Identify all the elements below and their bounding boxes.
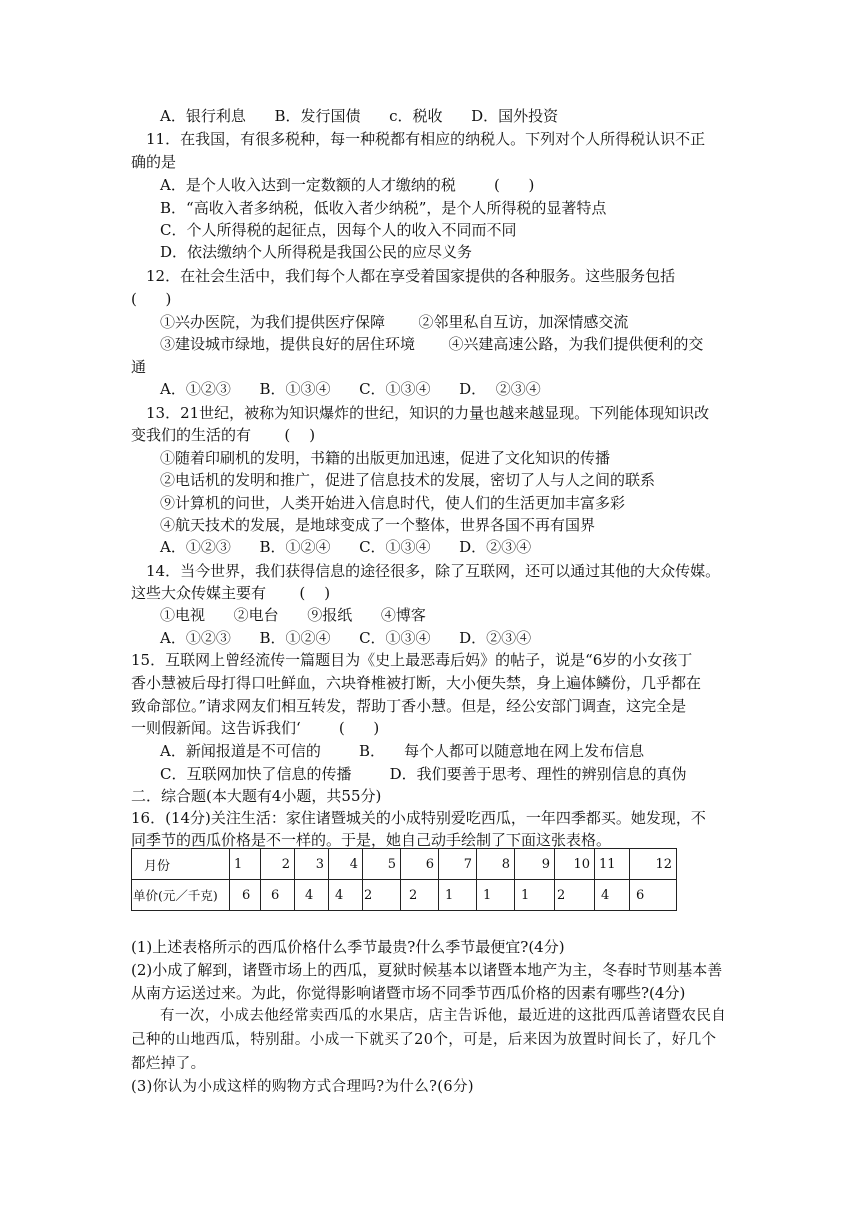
q16-story-line1: 有一次，小成去他经常卖西瓜的水果店，店主告诉他，最近进的这批西瓜善诸暨农民自: [160, 1008, 727, 1024]
table-cell-price: 1: [515, 880, 555, 911]
q12-statement-line2: ③建设城市绿地，提供良好的居住环境 ④兴建高速公路，为我们提供便利的交: [160, 335, 704, 353]
q16-stem-line1: 16．(14分)关注生活：家住诸暨城关的小成特别爱吃西瓜，一年四季都买。她发现，不: [131, 809, 706, 827]
q12-statement-line1: ①兴办医院，为我们提供医疗保障 ②邻里私自互访，加深情感交流: [160, 313, 629, 331]
q13-statement-3: ⑨计算机的问世，人类开始进入信息时代，使人们的生活更加丰富多彩: [160, 494, 626, 512]
q14-choices: A．①②③ B．①②④ C．①③④ D．②③④: [160, 629, 532, 647]
table-cell-month: 10: [555, 849, 595, 880]
table-cell-month: 7: [439, 849, 477, 880]
q15-options-ab: A．新闻报道是不可信的 B． 每个人都可以随意地在网上发布信息: [160, 742, 645, 760]
q16-part1: (1)上述表格所示的西瓜价格什么季节最贵?什么季节最便宜?(4分): [131, 938, 565, 956]
table-cell-price: 2: [555, 880, 595, 911]
q16-stem-line2: 同季节的西瓜价格是不一样的。于是，她自己动手绘制了下面这张表格。: [131, 831, 612, 849]
q14-stem-line1: 14．当今世界，我们获得信息的途径很多，除了互联网，还可以通过其他的大众传媒。: [146, 562, 721, 580]
table-header-unit-price: 单价(元／千克): [132, 880, 230, 911]
table-cell-price: 4: [329, 880, 363, 911]
q12-choices: A．①②③ B．①③④ C．①③④ D． ②③④: [160, 380, 541, 398]
q12-statement-line3: 通: [131, 358, 147, 376]
table-cell-price: 6: [630, 880, 677, 911]
table-cell-price: 2: [401, 880, 439, 911]
table-cell-price: 1: [439, 880, 477, 911]
table-cell-price: 6: [230, 880, 261, 911]
q16-part3: (3)你认为小成这样的购物方式合理吗?为什么?(6分): [131, 1079, 474, 1095]
q13-statement-4: ④航天技术的发展，是地球变成了一个整体，世界各国不再有国界: [160, 516, 596, 534]
q16-part2-line2: 从南方运送过来。为此，你觉得影响诸暨市场不同季节西瓜价格的因素有哪些?(4分): [131, 984, 686, 1002]
table-cell-month: 9: [515, 849, 555, 880]
q14-stem-line2: 这些大众传媒主要有 ( ): [131, 584, 331, 602]
q16-story-line3: 都烂掉了。: [131, 1056, 206, 1072]
table-header-month: 月份: [132, 849, 230, 880]
q12-stem-line2: ( ): [131, 290, 172, 308]
q15-stem-line4: 一则假新闻。这告诉我们‘ ( ): [131, 719, 380, 737]
q15-stem-line3: 致命部位。”请求网友们相互转发，帮助丁香小慧。但是，经公安部门调查，这完全是: [131, 697, 687, 715]
q12-stem-line1: 12．在社会生活中，我们每个人都在享受着国家提供的各种服务。这些服务包括: [146, 267, 676, 285]
table-cell-price: 1: [477, 880, 515, 911]
q16-part2-line1: (2)小成了解到，诸暨市场上的西瓜，夏狱时候基本以诸暨本地产为主，冬春时节则基本善: [131, 961, 723, 979]
table-cell-price: 4: [595, 880, 630, 911]
q14-media-options: ①电视 ②电台 ⑨报纸 ④博客: [160, 606, 426, 624]
q13-stem-line1: 13．21世纪，被称为知识爆炸的世纪，知识的力量也越来越显现。下列能体现知识改: [146, 404, 710, 422]
q13-stem-line2: 变我们的生活的有 ( ): [131, 426, 316, 444]
q11-option-a: A．是个人收入达到一定数额的人才缴纳的税 ( ): [160, 176, 535, 194]
table-cell-month: 3: [295, 849, 329, 880]
table-cell-month: 8: [477, 849, 515, 880]
table-cell-month: 12: [630, 849, 677, 880]
q13-statement-2: ②电话机的发明和推广，促进了信息技术的发展，密切了人与人之间的联系: [160, 471, 656, 489]
table-cell-price: 2: [363, 880, 401, 911]
q13-statement-1: ①随着印刷机的发明，书籍的出版更加迅速，促进了文化知识的传播: [160, 449, 611, 467]
table-cell-month: 6: [401, 849, 439, 880]
q13-choices: A．①②③ B．①②④ C．①③④ D．②③④: [160, 538, 532, 556]
watermelon-price-table: [131, 848, 677, 911]
table-cell-price: 4: [295, 880, 329, 911]
q15-stem-line1: 15．互联网上曾经流传一篇题目为《史上最恶毒后妈》的帖子，说是“6岁的小女孩丁: [131, 651, 693, 669]
q15-options-cd: C．互联网加快了信息的传播 D．我们要善于思考、理性的辨别信息的真伪: [160, 765, 687, 783]
section-2-heading: 二．综合题(本大题有4小题，共55分): [131, 787, 382, 805]
q11-option-b: B．“高收入者多纳税，低收入者少纳税”，是个人所得税的显著特点: [160, 199, 607, 217]
table-cell-month: 5: [363, 849, 401, 880]
q10-options: A．银行利息 B．发行国债 c．税收 D．国外投资: [160, 107, 559, 125]
table-cell-month: 1: [230, 849, 261, 880]
table-cell-price: 6: [261, 880, 295, 911]
table-row-prices: [132, 880, 677, 911]
table-cell-month: 11: [595, 849, 630, 880]
q11-option-c: C．个人所得税的起征点，因每个人的收入不同而不同: [160, 221, 517, 239]
q11-stem-line2: 确的是: [131, 153, 177, 171]
q15-stem-line2: 香小慧被后母打得口吐鲜血，六块脊椎被打断，大小便失禁，身上遍体鳞份，几乎都在: [131, 674, 702, 692]
q11-stem-line1: 11．在我国，有很多税种，每一种税都有相应的纳税人。下列对个人所得税认识不正: [146, 130, 706, 148]
q11-option-d: D．依法缴纳个人所得税是我国公民的应尽义务: [160, 243, 473, 261]
table-cell-month: 2: [261, 849, 295, 880]
q16-story-line2: 己种的山地西瓜，特别甜。小成一下就买了20个，可是，后来因为放置时间长了，好几个: [131, 1032, 717, 1048]
table-row-months: [132, 849, 677, 880]
table-cell-month: 4: [329, 849, 363, 880]
